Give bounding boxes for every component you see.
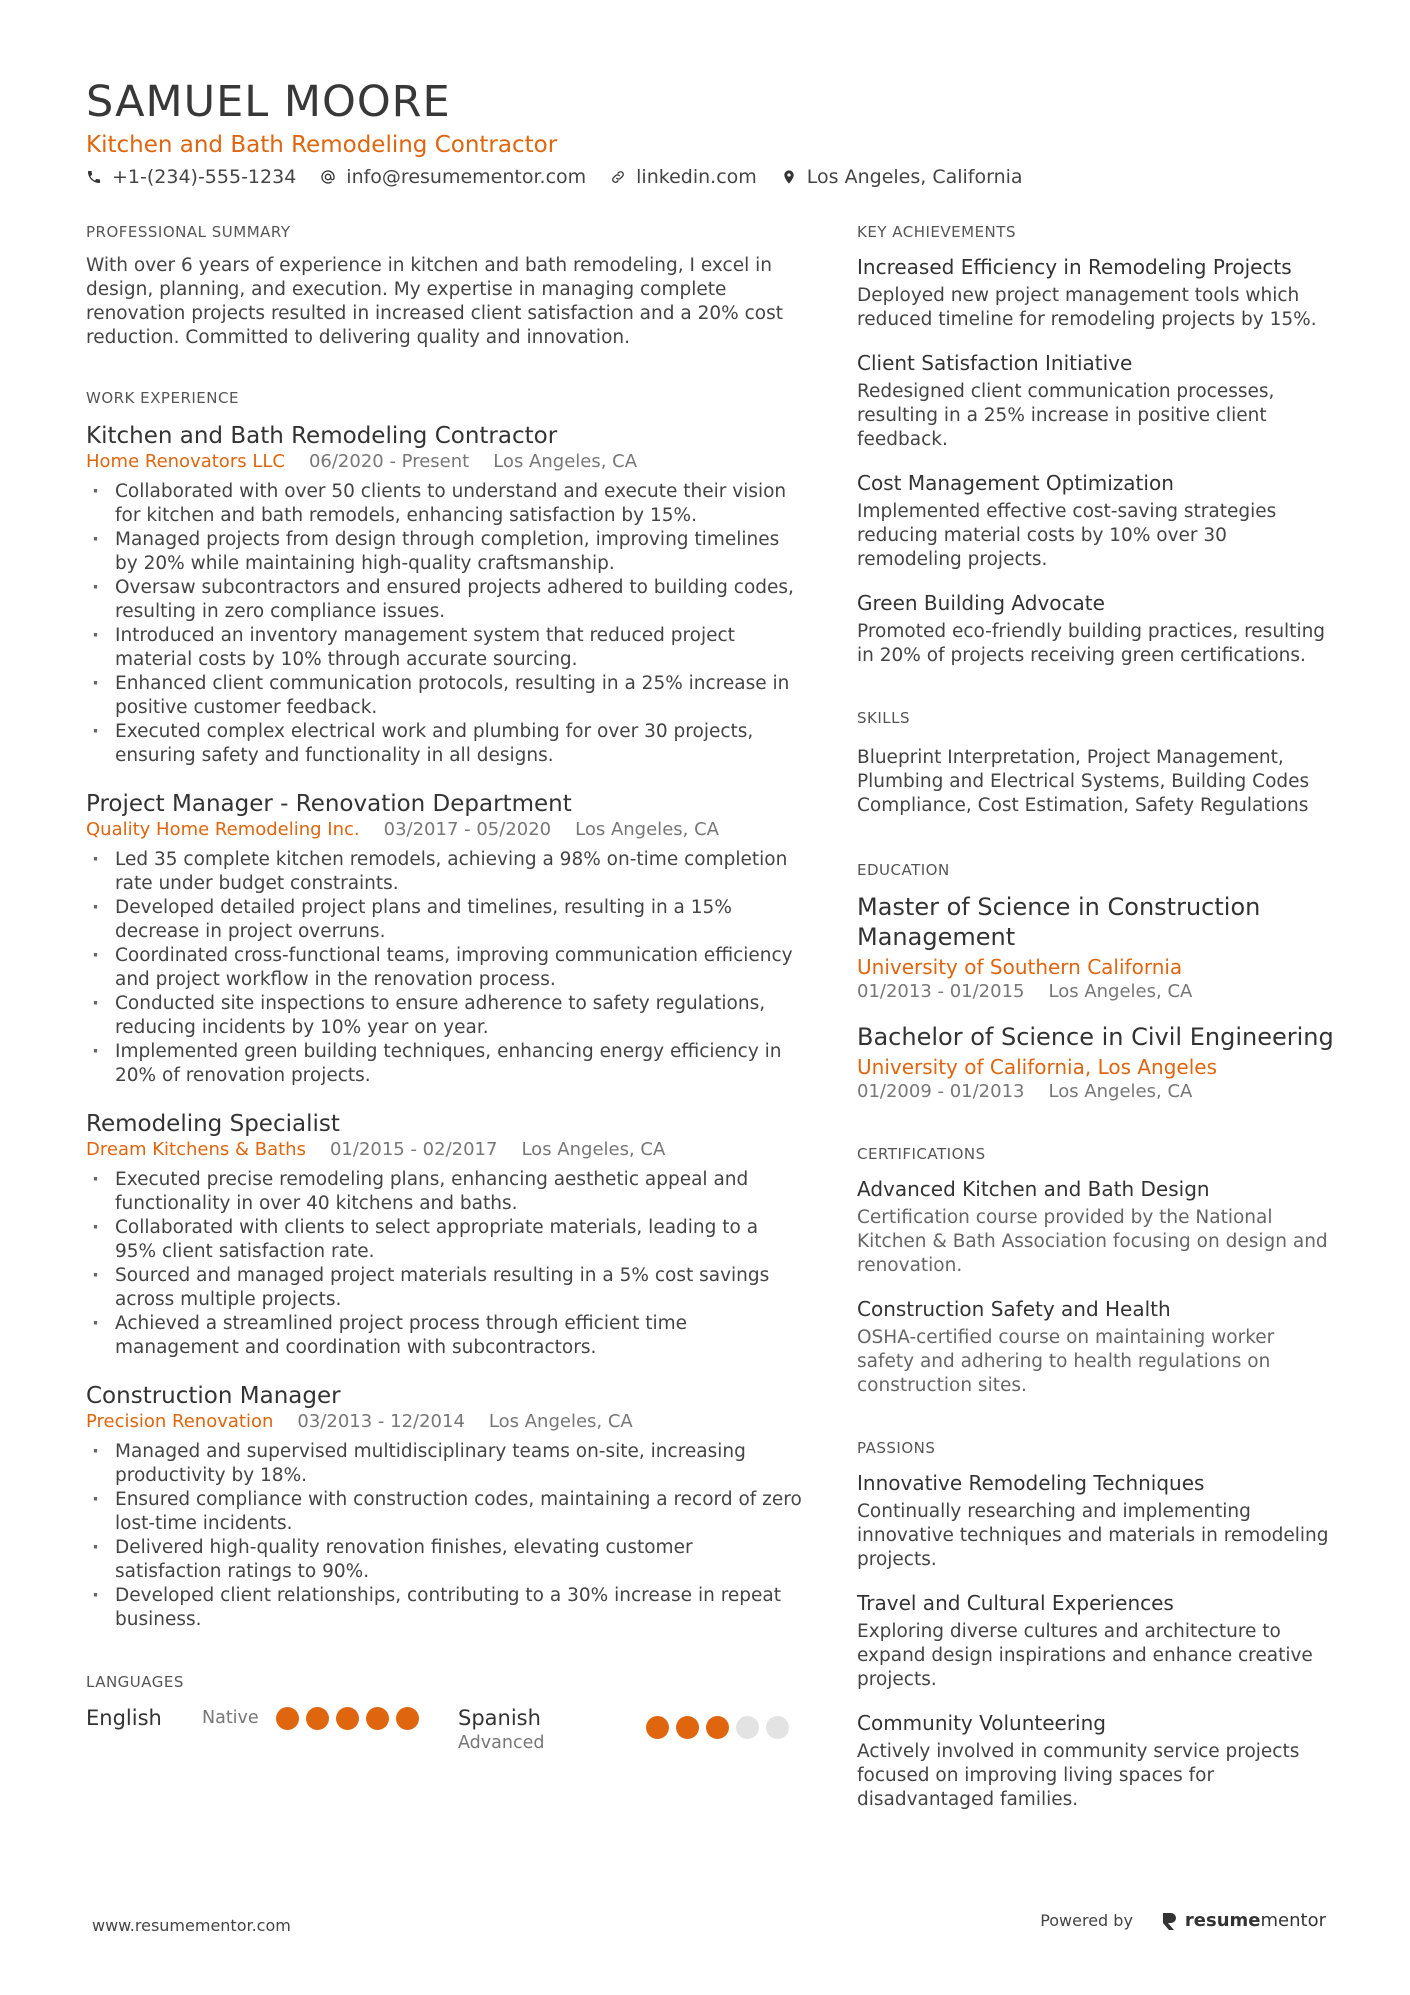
job-meta — [86, 818, 802, 842]
language-name: English — [86, 1706, 162, 1730]
email-text: info@resumementor.com — [346, 166, 587, 188]
certifications-section — [857, 1144, 1337, 1398]
bullet-item: · Managed projects from design through completion, improving timelines by 20% while maintaining high-quality craftsmanship. — [86, 528, 802, 576]
job-title: Construction Manager — [86, 1383, 341, 1409]
achievements-section — [857, 222, 1337, 668]
rating-dot-filled — [366, 1707, 389, 1730]
summary-section — [86, 222, 802, 350]
left-column — [86, 222, 802, 1754]
location-text: Los Angeles, California — [806, 166, 1023, 188]
achievement-text: Deployed new project management tools which reduced timeline for remodeling projects by 15%. — [857, 285, 1317, 330]
education-school: University of Southern California — [857, 955, 1183, 979]
contact-linkedin[interactable] — [610, 164, 757, 190]
language-spanish — [458, 1704, 796, 1754]
contact-phone[interactable] — [86, 164, 296, 190]
rating-dot-filled — [706, 1716, 729, 1739]
job-entry — [86, 790, 802, 1088]
rating-dot-filled — [306, 1707, 329, 1730]
linkedin-text: linkedin.com — [636, 166, 757, 188]
job-meta — [86, 450, 802, 474]
phone-text: +1-(234)-555-1234 — [112, 166, 297, 188]
job-company: Home Renovators LLC — [86, 451, 285, 472]
achievement-title: Increased Efficiency in Remodeling Projects — [857, 255, 1292, 279]
job-bullets — [86, 1440, 802, 1632]
certification-title: Advanced Kitchen and Bath Design — [857, 1177, 1210, 1201]
candidate-role: Kitchen and Bath Remodeling Contractor — [86, 132, 558, 158]
contact-location — [781, 164, 1023, 190]
passion-item — [857, 1590, 1337, 1692]
passion-title: Innovative Remodeling Techniques — [857, 1471, 1205, 1495]
rating-dot-filled — [676, 1716, 699, 1739]
summary-heading: PROFESSIONAL SUMMARY — [86, 223, 291, 241]
education-item — [857, 892, 1337, 1004]
certification-title: Construction Safety and Health — [857, 1297, 1171, 1321]
resumementor-logo-icon — [1161, 1911, 1177, 1931]
certification-text: Certification course provided by the National Kitchen & Bath Association focusing on design and renovation. — [857, 1207, 1328, 1276]
footer-branding — [1040, 1910, 1326, 1931]
passion-item — [857, 1710, 1337, 1812]
bullet-item: · Oversaw subcontractors and ensured projects adhered to building codes, resulting in zero compliance issues. — [86, 576, 802, 624]
education-school: University of California, Los Angeles — [857, 1055, 1218, 1079]
link-icon — [610, 169, 626, 185]
languages-row — [86, 1704, 802, 1754]
passion-title: Travel and Cultural Experiences — [857, 1591, 1174, 1615]
job-title: Project Manager - Renovation Department — [86, 791, 572, 817]
location-pin-icon — [781, 169, 797, 185]
right-column — [857, 222, 1337, 1812]
at-icon — [320, 169, 336, 185]
achievement-text: Promoted eco-friendly building practices, resulting in 20% of projects receiving green certifications. — [857, 621, 1326, 666]
education-item — [857, 1022, 1337, 1104]
language-english — [86, 1704, 458, 1732]
job-company: Precision Renovation — [86, 1411, 274, 1432]
education-location: Los Angeles, CA — [1048, 1081, 1193, 1102]
skills-heading: SKILLS — [857, 709, 911, 727]
bullet-item: · Executed complex electrical work and plumbing for over 30 projects, ensuring safety and functionality in all designs. — [86, 720, 802, 768]
language-level: Advanced — [458, 1733, 545, 1753]
bullet-item: · Collaborated with over 50 clients to understand and execute their vision for kitchen and bath remodels, enhancing satisfaction by 15%. — [86, 480, 802, 528]
candidate-name: SAMUEL MOORE — [86, 77, 451, 127]
language-level: Native — [202, 1708, 259, 1728]
footer-website[interactable]: www.resumementor.com — [92, 1916, 291, 1935]
phone-icon — [86, 169, 102, 185]
achievement-item — [857, 254, 1337, 332]
experience-section — [86, 388, 802, 1632]
brand-name-rest: mentor — [1260, 1910, 1326, 1931]
achievement-text: Redesigned client communication processes, resulting in a 25% increase in positive client feedback. — [857, 381, 1275, 450]
passions-heading: PASSIONS — [857, 1439, 936, 1457]
job-company: Quality Home Remodeling Inc. — [86, 819, 360, 840]
brand-logo[interactable] — [1161, 1910, 1326, 1931]
passion-text: Exploring diverse cultures and architecture to expand design inspirations and enhance creative projects. — [857, 1621, 1313, 1690]
passions-section — [857, 1438, 1337, 1812]
job-title: Kitchen and Bath Remodeling Contractor — [86, 423, 558, 449]
job-location: Los Angeles, CA — [488, 1411, 633, 1432]
bullet-item: · Introduced an inventory management system that reduced project material costs by 10% through accurate sourcing. — [86, 624, 802, 672]
job-entry — [86, 1382, 802, 1632]
education-meta — [857, 980, 1337, 1004]
education-meta — [857, 1080, 1337, 1104]
education-degree: Bachelor of Science in Civil Engineering — [857, 1023, 1334, 1051]
achievement-item — [857, 350, 1337, 452]
achievements-heading: KEY ACHIEVEMENTS — [857, 223, 1016, 241]
education-location: Los Angeles, CA — [1048, 981, 1193, 1002]
education-degree: Master of Science in Construction Management — [857, 893, 1261, 951]
bullet-item: · Executed precise remodeling plans, enhancing aesthetic appeal and functionality in over 40 kitchens and baths. — [86, 1168, 802, 1216]
certification-text: OSHA-certified course on maintaining worker safety and adhering to health regulations on construction sites. — [857, 1327, 1275, 1396]
bullet-item: · Enhanced client communication protocols, resulting in a 25% increase in positive customer feedback. — [86, 672, 802, 720]
bullet-item: · Delivered high-quality renovation finishes, elevating customer satisfaction ratings to 90%. — [86, 1536, 802, 1584]
summary-text: With over 6 years of experience in kitchen and bath remodeling, I excel in design, planning, and execution. My expertise in managing complete renovation projects resulted in increased client satisfaction and a 20% cost reduction. Committed to delivering quality and innovation. — [86, 255, 783, 348]
rating-dot-filled — [336, 1707, 359, 1730]
language-rating — [646, 1716, 796, 1739]
job-entry — [86, 1110, 802, 1360]
achievement-item — [857, 470, 1337, 572]
education-heading: EDUCATION — [857, 861, 950, 879]
job-entry — [86, 422, 802, 768]
contact-row — [86, 164, 1326, 190]
rating-dot-filled — [276, 1707, 299, 1730]
brand-name-bold: resume — [1184, 1910, 1261, 1931]
rating-dot-empty — [766, 1716, 789, 1739]
contact-email[interactable] — [320, 164, 586, 190]
passion-title: Community Volunteering — [857, 1711, 1106, 1735]
job-dates: 03/2017 - 05/2020 — [383, 819, 552, 840]
certification-item — [857, 1296, 1337, 1398]
passion-item — [857, 1470, 1337, 1572]
resume-header — [86, 74, 1326, 190]
language-name: Spanish — [458, 1706, 541, 1730]
job-bullets — [86, 1168, 802, 1360]
bullet-item: · Conducted site inspections to ensure adherence to safety regulations, reducing incidents by 10% year on year. — [86, 992, 802, 1040]
achievement-title: Client Satisfaction Initiative — [857, 351, 1133, 375]
job-meta — [86, 1138, 802, 1162]
certification-item — [857, 1176, 1337, 1278]
job-dates: 03/2013 - 12/2014 — [297, 1411, 465, 1432]
bullet-item: · Achieved a streamlined project process through efficient time management and coordination with subcontractors. — [86, 1312, 802, 1360]
bullet-item: · Collaborated with clients to select appropriate materials, leading to a 95% client satisfaction rate. — [86, 1216, 802, 1264]
powered-by-text: Powered by — [1040, 1911, 1133, 1930]
job-dates: 01/2015 - 02/2017 — [329, 1139, 498, 1160]
bullet-item: · Implemented green building techniques, enhancing energy efficiency in 20% of renovation projects. — [86, 1040, 802, 1088]
education-dates: 01/2009 - 01/2013 — [857, 1081, 1025, 1102]
rating-dot-filled — [396, 1707, 419, 1730]
job-company: Dream Kitchens & Baths — [86, 1139, 306, 1160]
achievement-title: Cost Management Optimization — [857, 471, 1174, 495]
achievement-title: Green Building Advocate — [857, 591, 1105, 615]
job-location: Los Angeles, CA — [575, 819, 719, 840]
skills-text: Blueprint Interpretation, Project Management, Plumbing and Electrical Systems, Building Codes Compliance, Cost Estimation, Safety Regulations — [857, 747, 1310, 816]
bullet-item: · Managed and supervised multidisciplinary teams on-site, increasing productivity by 18%. — [86, 1440, 802, 1488]
languages-section — [86, 1672, 802, 1754]
job-title: Remodeling Specialist — [86, 1111, 340, 1137]
education-section — [857, 860, 1337, 1104]
rating-dot-filled — [646, 1716, 669, 1739]
job-location: Los Angeles, CA — [493, 451, 638, 472]
passion-text: Actively involved in community service projects focused on improving living spaces for disadvantaged families. — [857, 1741, 1300, 1810]
rating-dot-empty — [736, 1716, 759, 1739]
bullet-item: · Coordinated cross-functional teams, improving communication efficiency and project workflow in the renovation process. — [86, 944, 802, 992]
job-location: Los Angeles, CA — [521, 1139, 666, 1160]
bullet-item: · Led 35 complete kitchen remodels, achieving a 98% on-time completion rate under budget constraints. — [86, 848, 802, 896]
certifications-heading: CERTIFICATIONS — [857, 1145, 986, 1163]
language-rating — [276, 1707, 426, 1730]
skills-section — [857, 708, 1337, 818]
job-bullets — [86, 848, 802, 1088]
job-bullets — [86, 480, 802, 768]
bullet-item: · Ensured compliance with construction codes, maintaining a record of zero lost-time incidents. — [86, 1488, 802, 1536]
bullet-item: · Sourced and managed project materials resulting in a 5% cost savings across multiple projects. — [86, 1264, 802, 1312]
language-text-block — [458, 1704, 646, 1754]
job-meta — [86, 1410, 802, 1434]
bullet-item: · Developed detailed project plans and timelines, resulting in a 15% decrease in project overruns. — [86, 896, 802, 944]
education-dates: 01/2013 - 01/2015 — [857, 981, 1025, 1002]
job-dates: 06/2020 - Present — [308, 451, 470, 472]
achievement-text: Implemented effective cost-saving strategies reducing material costs by 10% over 30 remodeling projects. — [857, 501, 1277, 570]
bullet-item: · Developed client relationships, contributing to a 30% increase in repeat business. — [86, 1584, 802, 1632]
passion-text: Continually researching and implementing innovative techniques and materials in remodeling projects. — [857, 1501, 1329, 1570]
experience-heading: WORK EXPERIENCE — [86, 389, 239, 407]
achievement-item — [857, 590, 1337, 668]
languages-heading: LANGUAGES — [86, 1673, 184, 1691]
